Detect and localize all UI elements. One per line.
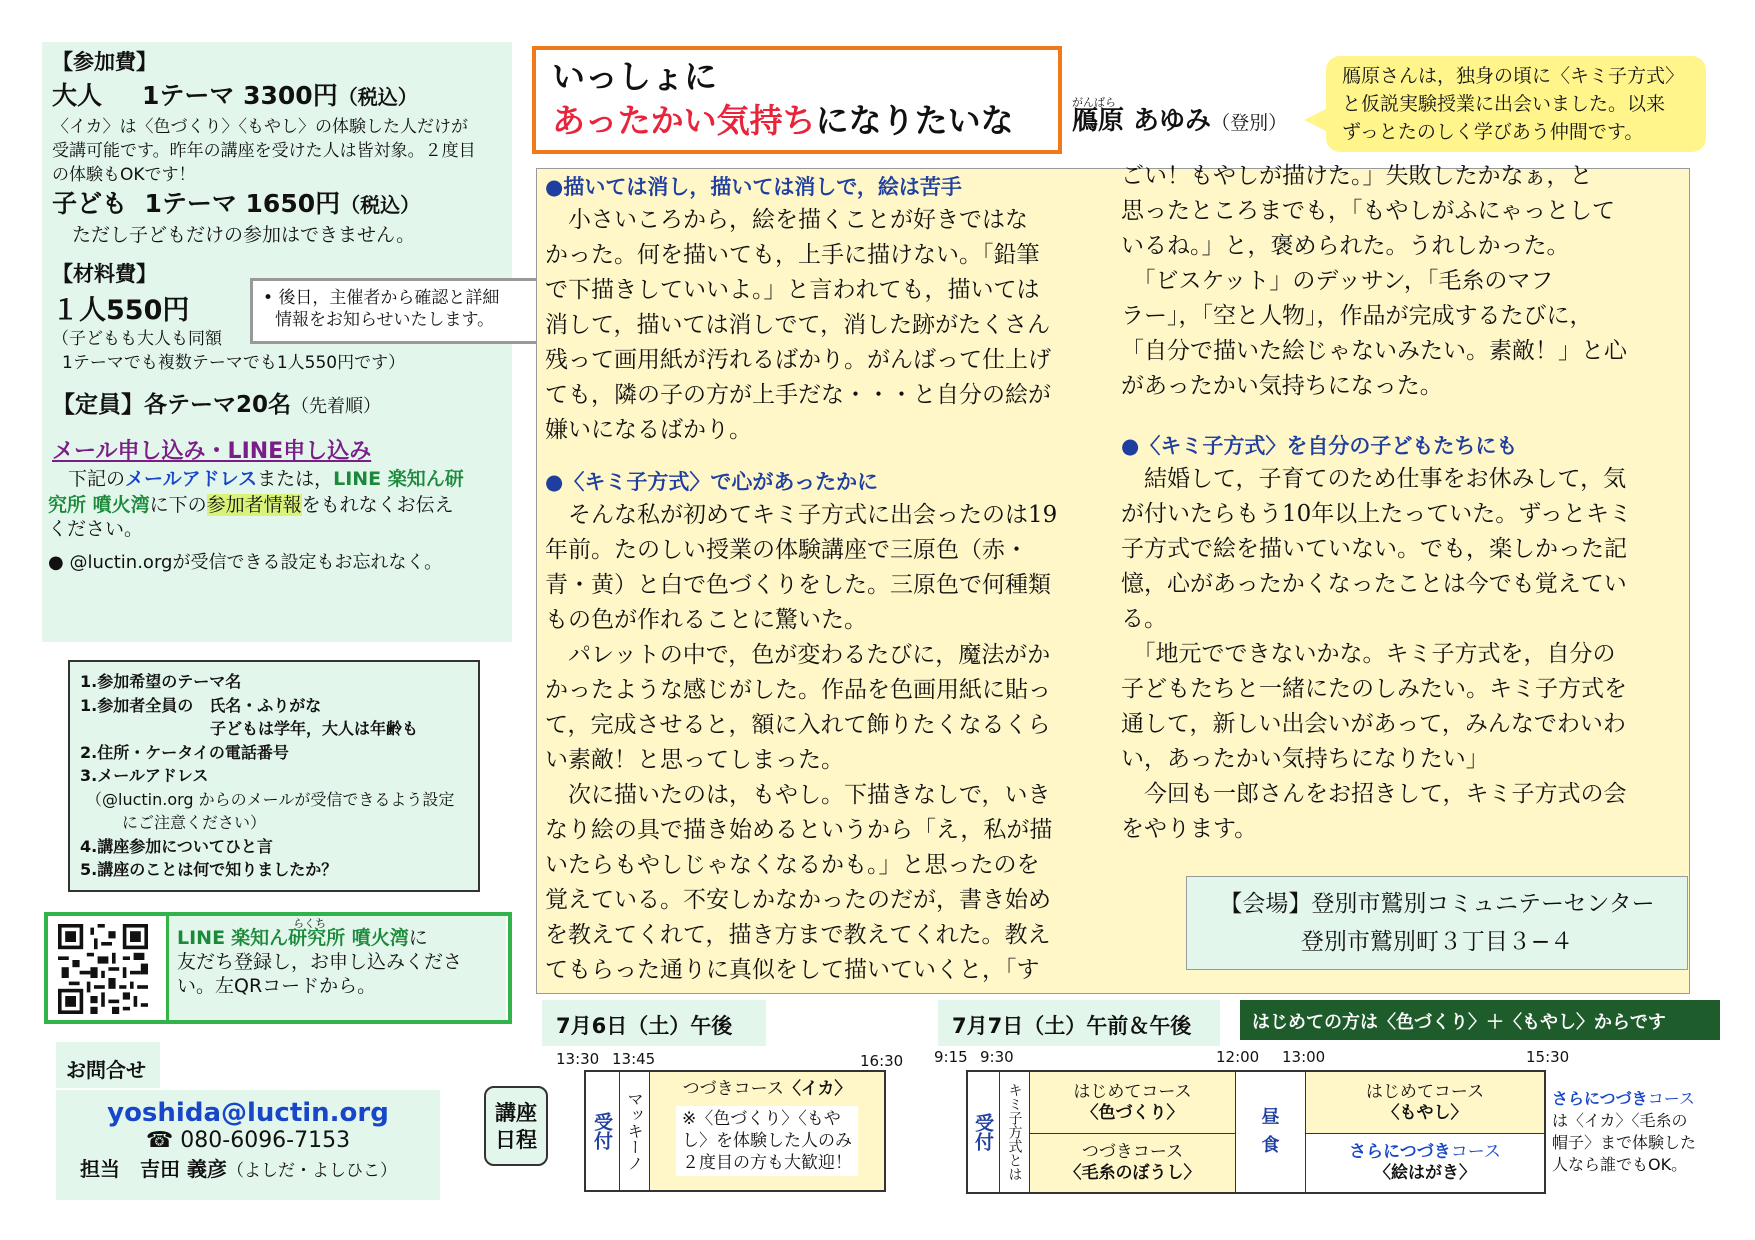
adult-note: 受講可能です。昨年の講座を受けた人は皆対象。２度目 <box>52 141 476 161</box>
paragraph-line: 結婚して，子育てのため仕事をお休みして，気 <box>1121 466 1627 492</box>
list-item: にご注意ください） <box>122 813 267 832</box>
article-column-right <box>1121 159 1632 847</box>
list-item: 3.メールアドレス <box>80 766 209 785</box>
venue-box <box>1186 876 1688 970</box>
makino-cell: マッキーノ <box>625 1091 644 1171</box>
participant-info-list <box>68 660 480 892</box>
contact-person: 担当 吉田 義彦（よしだ・よしひこ） <box>80 1157 397 1181</box>
paragraph-line: 「地元でできないかな。キミ子方式を，自分の <box>1121 641 1616 667</box>
section-heading: ●〈キミ子方式〉を自分の子どもたちにも <box>1121 434 1518 458</box>
first-timer-badge: はじめての方は〈色づくり〉＋〈もやし〉からです <box>1240 1000 1720 1040</box>
list-item: 1.参加希望のテーマ名 <box>80 672 242 691</box>
apply-heading[interactable]: メール申し込み・LINE申し込み <box>52 439 372 464</box>
adult-note: 〈イカ〉は〈色づくり〉〈もやし〉の体験した人だけが <box>52 117 468 137</box>
paragraph <box>545 203 1057 448</box>
paragraph-line: そんな私が初めてキミ子方式に出会ったのは19 <box>545 502 1058 528</box>
receive-cell: 受付 <box>972 1113 994 1151</box>
advanced-course-note: さらにつづきコース は〈イカ〉〈毛糸の 帽子〉まで体験した 人なら誰でもOK。 <box>1552 1089 1697 1174</box>
paragraph-line: い素敵！と思ってしまった。 <box>545 747 844 773</box>
child-fee: 子ども 1テーマ 1650円（税込） <box>52 189 421 218</box>
material-heading: 【材料費】 <box>52 262 157 286</box>
day2-table <box>966 1070 1546 1194</box>
material-note: 1テーマでも複数テーマでも1人550円です） <box>62 353 406 373</box>
paragraph-line: 覚えている。不安しかなかったのだが，書き始め <box>545 887 1051 913</box>
author-ruby: がんばら <box>1072 96 1116 109</box>
article-column-left <box>545 171 1057 988</box>
paragraph-line: もの色が作れることに驚いた。 <box>545 607 867 633</box>
paragraph <box>1121 462 1632 847</box>
author <box>1072 96 1288 137</box>
time-label: 16:30 <box>860 1052 904 1070</box>
paragraph-line: で下描きしていいよ。」と言われても，描いては <box>545 277 1040 303</box>
article-body <box>536 163 1690 994</box>
am-course-1: はじめてコース 〈色づくり〉 <box>1030 1072 1236 1134</box>
adult-note: の体験もOKです！ <box>52 165 196 185</box>
am-course-2: つづきコース 〈毛糸のぼうし〉 <box>1030 1134 1236 1192</box>
author-name: 鴈原 あゆみ <box>1072 106 1212 136</box>
pm-course-2: さらにつづきコース 〈絵はがき〉 <box>1349 1142 1501 1183</box>
apply-text: 究所 噴火湾に下の参加者情報をもれなくお伝え <box>48 494 454 516</box>
line-signup-box <box>44 912 512 1024</box>
pm-course-1: はじめてコース 〈もやし〉 <box>1306 1072 1544 1134</box>
paragraph-line: 今回も一郎さんをお招きして，キミ子方式の会 <box>1121 781 1627 807</box>
fee-heading: 【参加費】 <box>52 50 157 74</box>
time-label: 15:30 <box>1526 1048 1570 1066</box>
paragraph-line: 思ったところまでも，「もやしがふにゃっとして <box>1121 198 1616 224</box>
time-label: 12:00 <box>1216 1048 1260 1066</box>
paragraph-line: 嫌いになるばかり。 <box>545 417 752 443</box>
day1-table <box>584 1070 886 1192</box>
author-place: （登別） <box>1211 112 1288 134</box>
fee-panel <box>42 42 512 642</box>
time-label: 9:15 <box>934 1048 968 1066</box>
paragraph-line: 青・黄）と白で色づくりをした。三原色で何種類 <box>545 572 1051 598</box>
paragraph-line: ラー」，「空と人物」，作品が完成するたびに， <box>1121 303 1593 329</box>
material-price: １人550円 <box>52 295 190 326</box>
receive-setting-note: ● @luctin.orgが受信できる設定もお忘れなく。 <box>48 552 443 573</box>
contact-box <box>56 1090 440 1200</box>
contact-label: お問合せ <box>56 1042 160 1088</box>
list-item: 5.講座のことは何で知りましたか？ <box>80 860 338 879</box>
paragraph-line: いるね。」と，褒められた。うれしかった。 <box>1121 233 1570 259</box>
paragraph-line: かったような感じがした。作品を色画用紙に貼っ <box>545 677 1051 703</box>
day1-course: つづきコース〈イカ〉 ※〈色づくり〉〈もや し〉を体験した人のみ ２度目の方も大歓迎！ <box>650 1072 884 1190</box>
adult-fee: 大人 1テーマ 3300円（税込） <box>52 81 418 110</box>
time-label: 9:30 <box>980 1048 1014 1066</box>
apply-text: ください。 <box>48 518 144 540</box>
material-note: （子どもも大人も同額 <box>52 329 222 349</box>
list-item: 4.講座参加についてひと言 <box>80 836 273 856</box>
paragraph-line: 「ビスケット」のデッサン，「毛糸のマフ <box>1121 268 1554 294</box>
paragraph-line: ても，隣の子の方が上手だな・・・と自分の絵が <box>545 382 1051 408</box>
line-signup-text: LINE 楽知ん研究所 噴火湾 らくち に 友だち登録し，お申し込みくださ い。左QRコードから。 <box>166 916 506 1020</box>
paragraph-line: 残って画用紙が汚れるばかり。がんばって仕上げ <box>545 347 1051 373</box>
time-label: 13:30 <box>556 1050 600 1068</box>
list-item: 子どもは学年，大人は年齢も <box>210 719 419 738</box>
paragraph-line: 憶，心があったかくなったことは今でも覚えてい <box>1121 571 1627 597</box>
paragraph-line: 「自分で描いた絵じゃないみたい。素敵！」と心 <box>1121 338 1627 364</box>
section-heading: ●描いては消し，描いては消しで，絵は苦手 <box>545 175 962 199</box>
paragraph-line: ごい！もやしが描けた。」失敗したかなぁ，と <box>1121 163 1593 189</box>
paragraph-line: なり絵の具で描き始めるというから「え，私が描 <box>545 817 1053 843</box>
confirm-note: • 後日，主催者から確認と詳細 情報をお知らせいたします。 <box>250 278 550 344</box>
paragraph-line: パレットの中で，色が変わるたびに，魔法がか <box>545 642 1051 668</box>
paragraph-line: 子方式で絵を描いていない。でも，楽しかった記 <box>1121 536 1627 562</box>
day2-title: 7月7日（土）午前＆午後 <box>938 1000 1220 1046</box>
paragraph <box>545 498 1057 988</box>
paragraph-line: かった。何を描いても，上手に描けない。「鉛筆 <box>545 242 1040 268</box>
section-heading: ●〈キミ子方式〉で心があったかに <box>545 470 879 494</box>
paragraph-line: いたらもやしじゃなくなるかも。」と思ったのを <box>545 852 1040 878</box>
contact-phone[interactable]: ☎ 080-6096-7153 <box>145 1128 351 1153</box>
venue-name: 【会場】登別市鷲別コミュニテーセンター <box>1219 891 1655 917</box>
qr-code-icon[interactable] <box>56 924 150 1014</box>
paragraph-line: 小さいころから，絵を描くことが好きではな <box>545 207 1028 233</box>
paragraph-line: 次に描いたのは，もやし。下描きなしで，いき <box>545 782 1051 808</box>
paragraph-line: 通して，新しい出会いがあって，みんなでわいわ <box>1121 711 1626 737</box>
capacity: 【定員】各テーマ20名（先着順） <box>52 392 382 418</box>
paragraph-line: て，完成させると，額に入れて飾りたくなるくら <box>545 712 1051 738</box>
paragraph-line: をやります。 <box>1121 816 1258 842</box>
time-label: 13:45 <box>612 1050 656 1068</box>
lunch-cell: 昼食 <box>1261 1107 1280 1156</box>
paragraph-line: が付いたらもう10年以上たっていた。ずっとキミ <box>1121 501 1632 527</box>
apply-text: 下記のメールアドレスまたは，LINE 楽知ん研 <box>68 468 464 490</box>
time-label: 13:00 <box>1282 1048 1326 1066</box>
list-item: 2.住所・ケータイの電話番号 <box>80 742 289 762</box>
paragraph-line: てもらった通りに真似をして描いていくと，「す <box>545 957 1040 983</box>
line-ruby: らくち <box>293 917 327 930</box>
day1-title: 7月6日（土）午後 <box>542 1000 766 1046</box>
paragraph-line: 子どもたちと一緒にたのしみたい。キミ子方式を <box>1121 676 1627 702</box>
child-note: ただし子どもだけの参加はできません。 <box>72 224 416 246</box>
schedule-label: 講座 日程 <box>484 1086 548 1166</box>
paragraph-line: があったかい気持ちになった。 <box>1121 373 1443 399</box>
list-item: （@luctin.org からのメールが受信できるよう設定 <box>86 789 455 809</box>
list-item: 1.参加者全員の 氏名・ふりがな <box>80 695 322 715</box>
paragraph-line: る。 <box>1121 606 1167 632</box>
paragraph-line: 消して，描いては消しでて，消した跡がたくさん <box>545 312 1051 338</box>
contact-email[interactable]: yoshida@luctin.org <box>107 1098 389 1128</box>
paragraph-line: を教えてくれて，描き方まで教えてくれた。教え <box>545 922 1051 948</box>
receive-cell: 受付 <box>591 1112 613 1150</box>
bubble-tail <box>1304 108 1328 132</box>
venue-address: 登別市鷲別町３丁目３−４ <box>1300 929 1574 955</box>
paragraph-line: い，あったかい気持ちになりたい」 <box>1121 746 1489 772</box>
article-title: いっしょに あったかい気持ちになりたいな <box>532 46 1062 154</box>
author-intro-bubble: 鴈原さんは，独身の頃に〈キミ子方式〉 と仮説実験授業に出会いました。以来 ずっとたのしく学びあう仲間です。 <box>1326 56 1706 152</box>
intro-cell: キミ子方式とは <box>1006 1083 1023 1181</box>
paragraph <box>1121 159 1632 404</box>
paragraph-line: 年前。たのしい授業の体験講座で三原色（赤・ <box>545 537 1028 563</box>
line-account-name[interactable]: 楽知ん研究所 噴火湾 <box>231 927 409 949</box>
phone-icon: ☎ <box>145 1128 174 1153</box>
